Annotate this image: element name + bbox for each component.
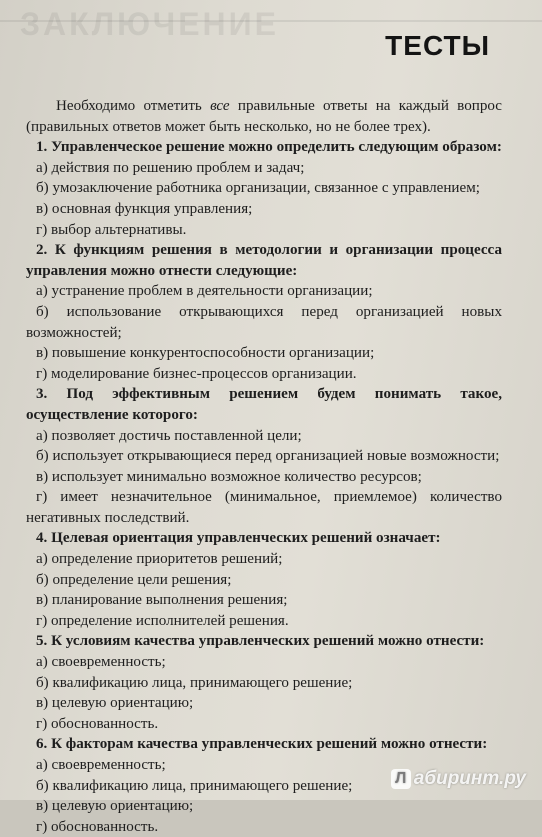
question-text: 1. Управленческое решение можно определить следующим образом:: [36, 139, 502, 156]
answer-option: б) квалификацию лица, принимающего решение;: [36, 777, 353, 794]
question-5: [26, 631, 502, 734]
answer-option: б) умозаключение работника организации, связанное с управлением;: [36, 180, 480, 197]
question-2: [26, 240, 502, 384]
question-3: [26, 384, 502, 528]
labirint-logo-icon: Л: [391, 769, 411, 789]
answer-option: г) обоснованность.: [36, 715, 159, 732]
question-4: [26, 528, 502, 631]
answer-option: а) своевременность;: [36, 757, 166, 773]
question-text: 3. Под эффективным решением будем понимать такое, осуществление которого:: [26, 386, 502, 423]
bleed-through-heading: ЗАКЛЮЧЕНИЕ: [20, 6, 279, 42]
answer-option: г) имеет незначительное (минимальное, приемлемое) количество негативных последствий.: [26, 489, 502, 526]
answer-option: в) использует минимально возможное количество ресурсов;: [36, 468, 422, 485]
answer-option: в) повышение конкурентоспособности организации;: [36, 345, 375, 362]
answer-option: в) планирование выполнения решения;: [36, 592, 288, 609]
question-1: [26, 137, 502, 240]
instructions: Необходимо отметить все правильные ответы на каждый вопрос (правильных ответов может быть несколько, но не более трех).: [26, 98, 502, 135]
answer-option: а) действия по решению проблем и задач;: [36, 159, 305, 176]
answer-option: б) использование открывающихся перед организацией новых возможностей;: [26, 303, 502, 341]
answer-option: в) основная функция управления;: [36, 200, 253, 217]
header-rule: [0, 20, 542, 22]
answer-option: г) моделирование бизнес-процессов организации.: [36, 365, 357, 382]
labirint-watermark: [391, 768, 526, 790]
answer-option: г) определение исполнителей решения.: [36, 612, 289, 629]
question-text: 2. К функциям решения в методологии и организации процесса управления можно отнести следующие:: [26, 242, 502, 279]
answer-option: б) использует открывающиеся перед организацией новые возможности;: [36, 448, 500, 465]
watermark-text: абиринт.ру: [413, 768, 526, 789]
answer-option: г) выбор альтернативы.: [36, 221, 187, 238]
page-title: ТЕСТЫ: [385, 30, 490, 61]
question-text: 4. Целевая ориентация управленческих решений означает:: [36, 530, 441, 547]
answer-option: б) квалификацию лица, принимающего решение;: [36, 674, 353, 691]
answer-option: а) позволяет достичь поставленной цели;: [36, 427, 302, 444]
emphasis-word: все: [210, 98, 230, 114]
answer-option: а) своевременность;: [36, 654, 166, 671]
test-content: [26, 96, 502, 837]
answer-option: г) обоснованность.: [36, 818, 159, 835]
answer-option: в) целевую ориентацию;: [36, 798, 194, 815]
answer-option: в) целевую ориентацию;: [36, 695, 194, 712]
question-text: 6. К факторам качества управленческих решений можно отнести:: [36, 736, 488, 753]
answer-option: а) определение приоритетов решений;: [36, 551, 283, 568]
answer-option: б) определение цели решения;: [36, 571, 232, 588]
question-text: 5. К условиям качества управленческих решений можно отнести:: [36, 633, 485, 650]
answer-option: а) устранение проблем в деятельности организации;: [36, 283, 373, 300]
